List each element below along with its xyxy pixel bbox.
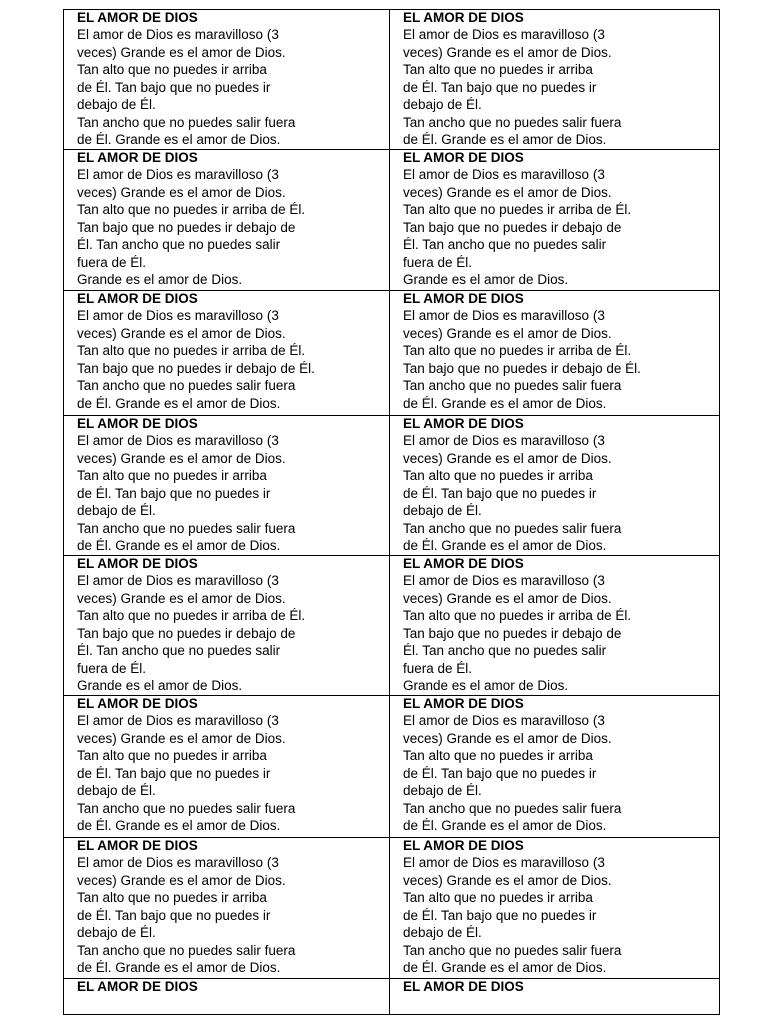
lyric-line: fuera de Él. xyxy=(77,254,147,270)
song-card xyxy=(64,10,390,150)
song-title: EL AMOR DE DIOS xyxy=(403,979,524,994)
song-card xyxy=(64,838,390,979)
song-card xyxy=(64,416,390,556)
lyric-line: de Él. Tan bajo que no puedes ir xyxy=(403,79,597,95)
lyric-line: debajo de Él. xyxy=(77,503,156,518)
lyric-line: de Él. Tan bajo que no puedes ir xyxy=(77,485,271,501)
lyric-line: veces) Grande es el amor de Dios. xyxy=(403,184,612,200)
lyric-line: debajo de Él. xyxy=(403,97,482,112)
lyric-line: Tan alto que no puedes ir arriba de Él. xyxy=(77,608,306,623)
lyric-line: Tan alto que no puedes ir arriba xyxy=(403,890,593,905)
lyric-line: Él. Tan ancho que no puedes salir xyxy=(403,643,607,658)
lyric-line: debajo de Él. xyxy=(403,503,482,518)
lyric-line: El amor de Dios es maravilloso (3 xyxy=(77,573,279,588)
song-card xyxy=(390,150,719,291)
song-card xyxy=(390,556,719,696)
lyric-line: Tan ancho que no puedes salir fuera xyxy=(77,942,296,958)
song-title: EL AMOR DE DIOS xyxy=(403,556,524,571)
lyric-line: debajo de Él. xyxy=(77,783,156,798)
lyric-line: debajo de Él. xyxy=(403,925,482,940)
lyric-line: veces) Grande es el amor de Dios. xyxy=(403,325,612,341)
song-title: EL AMOR DE DIOS xyxy=(403,838,524,853)
lyric-line: Tan alto que no puedes ir arriba de Él. xyxy=(403,202,632,217)
lyric-line: Tan ancho que no puedes salir fuera xyxy=(403,942,622,958)
lyric-line: de Él. Grande es el amor de Dios. xyxy=(77,395,281,411)
song-card xyxy=(64,150,390,291)
lyric-line: de Él. Tan bajo que no puedes ir xyxy=(403,485,597,501)
lyric-line: Tan bajo que no puedes ir debajo de xyxy=(77,219,296,235)
lyric-line: El amor de Dios es maravilloso (3 xyxy=(77,713,279,728)
lyric-line: debajo de Él. xyxy=(77,925,156,940)
song-card xyxy=(390,838,719,979)
song-card xyxy=(390,291,719,416)
lyric-line: Tan alto que no puedes ir arriba de Él. xyxy=(77,202,306,217)
lyric-line: de Él. Grande es el amor de Dios. xyxy=(77,818,281,833)
lyric-line: El amor de Dios es maravilloso (3 xyxy=(403,167,605,182)
lyric-line: Tan ancho que no puedes salir fuera xyxy=(77,800,296,816)
lyric-line: Tan bajo que no puedes ir debajo de Él. xyxy=(77,360,315,376)
song-title: EL AMOR DE DIOS xyxy=(403,696,524,711)
lyric-line: Tan ancho que no puedes salir fuera xyxy=(403,114,622,130)
lyric-line: Tan bajo que no puedes ir debajo de xyxy=(403,219,622,235)
lyric-line: debajo de Él. xyxy=(403,783,482,798)
lyric-line: Él. Tan ancho que no puedes salir xyxy=(77,643,281,658)
song-card xyxy=(390,979,719,1014)
lyric-line: debajo de Él. xyxy=(77,97,156,112)
song-card xyxy=(64,556,390,696)
lyric-line: de Él. Tan bajo que no puedes ir xyxy=(77,765,271,781)
lyric-line: Tan alto que no puedes ir arriba de Él. xyxy=(403,608,632,623)
lyric-line: El amor de Dios es maravilloso (3 xyxy=(403,433,605,448)
lyric-line: Grande es el amor de Dios. xyxy=(403,678,569,693)
lyric-line: veces) Grande es el amor de Dios. xyxy=(77,872,286,888)
lyric-line: Tan ancho que no puedes salir fuera xyxy=(77,520,296,536)
lyric-line: de Él. Grande es el amor de Dios. xyxy=(403,132,607,147)
lyric-line: veces) Grande es el amor de Dios. xyxy=(77,590,286,606)
lyric-line: veces) Grande es el amor de Dios. xyxy=(403,450,612,466)
lyric-line: Tan ancho que no puedes salir fuera xyxy=(403,800,622,816)
lyric-line: Tan bajo que no puedes ir debajo de Él. xyxy=(403,360,641,376)
lyric-line: de Él. Grande es el amor de Dios. xyxy=(403,818,607,833)
lyric-line: veces) Grande es el amor de Dios. xyxy=(77,44,286,60)
song-card xyxy=(64,979,390,1014)
song-title: EL AMOR DE DIOS xyxy=(77,979,198,994)
song-card xyxy=(64,696,390,838)
lyric-line: veces) Grande es el amor de Dios. xyxy=(77,450,286,466)
lyric-line: veces) Grande es el amor de Dios. xyxy=(403,730,612,746)
lyric-line: de Él. Grande es el amor de Dios. xyxy=(403,538,607,553)
song-title: EL AMOR DE DIOS xyxy=(403,291,524,306)
song-title: EL AMOR DE DIOS xyxy=(77,416,198,431)
lyric-line: de Él. Tan bajo que no puedes ir xyxy=(403,907,597,923)
lyric-line: de Él. Grande es el amor de Dios. xyxy=(403,960,607,975)
song-title: EL AMOR DE DIOS xyxy=(403,10,524,25)
lyric-line: de Él. Grande es el amor de Dios. xyxy=(77,538,281,553)
lyric-line: veces) Grande es el amor de Dios. xyxy=(77,325,286,341)
lyric-line: El amor de Dios es maravilloso (3 xyxy=(77,167,279,182)
lyric-line: Tan alto que no puedes ir arriba xyxy=(403,468,593,483)
lyric-line: Tan alto que no puedes ir arriba de Él. xyxy=(403,343,632,358)
song-title: EL AMOR DE DIOS xyxy=(77,696,198,711)
lyric-line: fuera de Él. xyxy=(403,660,473,676)
lyric-line: fuera de Él. xyxy=(403,254,473,270)
lyric-line: veces) Grande es el amor de Dios. xyxy=(77,184,286,200)
song-title: EL AMOR DE DIOS xyxy=(77,556,198,571)
lyric-line: veces) Grande es el amor de Dios. xyxy=(77,730,286,746)
lyric-line: fuera de Él. xyxy=(77,660,147,676)
lyric-line: El amor de Dios es maravilloso (3 xyxy=(77,27,279,42)
song-title: EL AMOR DE DIOS xyxy=(77,291,198,306)
lyric-line: Tan ancho que no puedes salir fuera xyxy=(403,378,622,393)
song-card xyxy=(390,416,719,556)
lyric-line: Grande es el amor de Dios. xyxy=(403,272,569,287)
lyric-line: de Él. Tan bajo que no puedes ir xyxy=(403,765,597,781)
lyric-line: El amor de Dios es maravilloso (3 xyxy=(403,308,605,323)
song-title: EL AMOR DE DIOS xyxy=(403,150,524,165)
lyric-line: El amor de Dios es maravilloso (3 xyxy=(403,573,605,588)
lyric-line: Tan ancho que no puedes salir fuera xyxy=(77,378,296,393)
lyric-line: Tan alto que no puedes ir arriba xyxy=(403,748,593,763)
lyric-line: El amor de Dios es maravilloso (3 xyxy=(77,433,279,448)
lyric-line: Grande es el amor de Dios. xyxy=(77,272,243,287)
cards-sheet xyxy=(63,9,720,1015)
lyric-line: Tan alto que no puedes ir arriba xyxy=(77,62,267,77)
song-title: EL AMOR DE DIOS xyxy=(77,838,198,853)
lyric-line: El amor de Dios es maravilloso (3 xyxy=(403,855,605,870)
lyric-line: El amor de Dios es maravilloso (3 xyxy=(77,855,279,870)
lyric-line: Tan alto que no puedes ir arriba xyxy=(77,748,267,763)
lyric-line: Grande es el amor de Dios. xyxy=(77,678,243,693)
lyric-line: de Él. Grande es el amor de Dios. xyxy=(77,960,281,975)
lyric-line: Tan alto que no puedes ir arriba xyxy=(77,468,267,483)
lyric-line: El amor de Dios es maravilloso (3 xyxy=(403,713,605,728)
lyric-line: veces) Grande es el amor de Dios. xyxy=(403,44,612,60)
lyric-line: de Él. Tan bajo que no puedes ir xyxy=(77,907,271,923)
lyric-line: Tan bajo que no puedes ir debajo de xyxy=(77,625,296,641)
lyric-line: Tan alto que no puedes ir arriba xyxy=(403,62,593,77)
song-title: EL AMOR DE DIOS xyxy=(403,416,524,431)
song-card xyxy=(64,291,390,416)
song-card xyxy=(390,10,719,150)
song-title: EL AMOR DE DIOS xyxy=(77,10,198,25)
lyric-line: de Él. Grande es el amor de Dios. xyxy=(403,395,607,411)
lyric-line: Tan alto que no puedes ir arriba de Él. xyxy=(77,343,306,358)
lyric-line: El amor de Dios es maravilloso (3 xyxy=(77,308,279,323)
lyric-line: Tan ancho que no puedes salir fuera xyxy=(403,520,622,536)
lyric-line: veces) Grande es el amor de Dios. xyxy=(403,590,612,606)
lyric-line: Tan bajo que no puedes ir debajo de xyxy=(403,625,622,641)
lyric-line: Tan alto que no puedes ir arriba xyxy=(77,890,267,905)
song-card xyxy=(390,696,719,838)
lyric-line: veces) Grande es el amor de Dios. xyxy=(403,872,612,888)
lyric-line: de Él. Grande es el amor de Dios. xyxy=(77,132,281,147)
lyric-line: de Él. Tan bajo que no puedes ir xyxy=(77,79,271,95)
lyric-line: Él. Tan ancho que no puedes salir xyxy=(77,237,281,252)
lyric-line: El amor de Dios es maravilloso (3 xyxy=(403,27,605,42)
song-title: EL AMOR DE DIOS xyxy=(77,150,198,165)
lyric-line: Tan ancho que no puedes salir fuera xyxy=(77,114,296,130)
lyric-line: Él. Tan ancho que no puedes salir xyxy=(403,237,607,252)
